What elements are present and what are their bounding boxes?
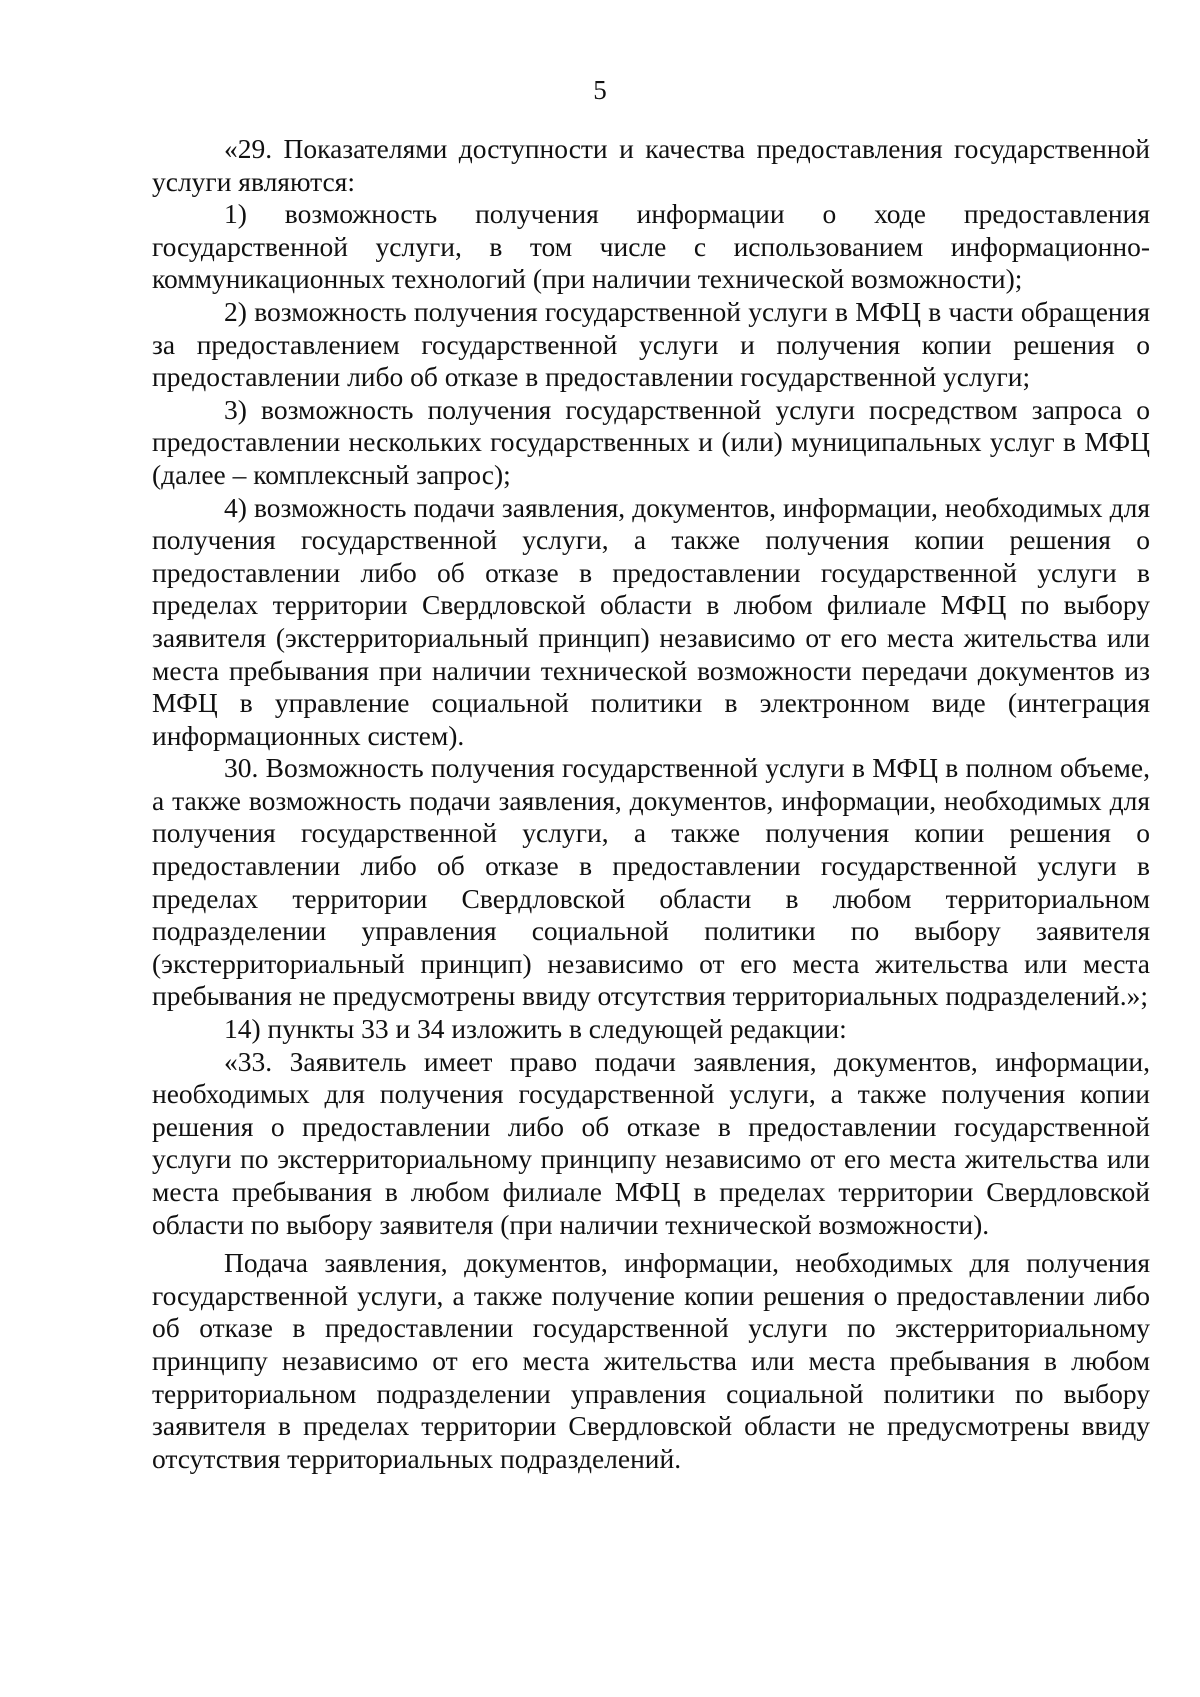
paragraph-29-item-1: 1) возможность получения информации о ходе предоставления государственной услуги, в том числе с использованием информационно-коммуникационных технологий (при наличии технической возможности); (152, 198, 1150, 295)
paragraph-amendment-14: 14) пункты 33 и 34 изложить в следующей редакции: (224, 1013, 847, 1045)
paragraph-29-item-2: 2) возможность получения государственной услуги в МФЦ в части обращения за предоставлением государственной услуги и получения копии решения о предоставлении либо об отказе в предоставлении государственной услуги; (152, 295, 1150, 393)
paragraph-29-intro: «29. Показателями доступности и качества предоставления государственной услуги являются: (152, 133, 1150, 197)
paragraph-29-item-3: 3) возможность получения государственной услуги посредством запроса о предоставлении нескольких государственных и (или) муниципальных услуг в МФЦ (далее – комплексный запрос); (152, 393, 1150, 490)
paragraph-33: «33. Заявитель имеет право подачи заявления, документов, информации, необходимых для получения государственной услуги, а также получения копии решения о предоставлении либо об отказе в предоставлении государственной услуги по экстерриториальному принципу независимо от его места жительства или места пребывания в любом филиале МФЦ в пределах территории Свердловской области по выбору заявителя (при наличии технической возможности). (152, 1045, 1150, 1240)
paragraph-33-continuation: Подача заявления, документов, информации, необходимых для получения государственной услуги, а также получение копии решения о предоставлении либо об отказе в предоставлении государственной услуги по экстерриториальному принципу независимо от его места жительства или места пребывания в любом территориальном подразделении управления социальной политики по выбору заявителя в пределах территории Свердловской области не предусмотрены ввиду отсутствия территориальных подразделений. (152, 1247, 1150, 1474)
document-body (152, 133, 1150, 1475)
paragraph-30: 30. Возможность получения государственной услуги в МФЦ в полном объеме, а также возможность подачи заявления, документов, информации, необходимых для получения государственной услуги, а также получения копии решения о предоставлении либо об отказе в предоставлении государственной услуги в пределах территории Свердловской области в любом территориальном подразделении управления социальной политики по выбору заявителя (экстерриториальный принцип) независимо от его места жительства или места пребывания не предусмотрены ввиду отсутствия территориальных подразделений.»; (152, 752, 1150, 1012)
paragraph-29-item-4: 4) возможность подачи заявления, документов, информации, необходимых для получения государственной услуги, а также получения копии решения о предоставлении либо об отказе в предоставлении государственной услуги в пределах территории Свердловской области в любом филиале МФЦ по выбору заявителя (экстерриториальный принцип) независимо от его места жительства или места пребывания при наличии технической возможности передачи документов из МФЦ в управление социальной политики в электронном виде (интеграция информационных систем). (152, 491, 1150, 751)
page-number: 5 (593, 75, 607, 105)
